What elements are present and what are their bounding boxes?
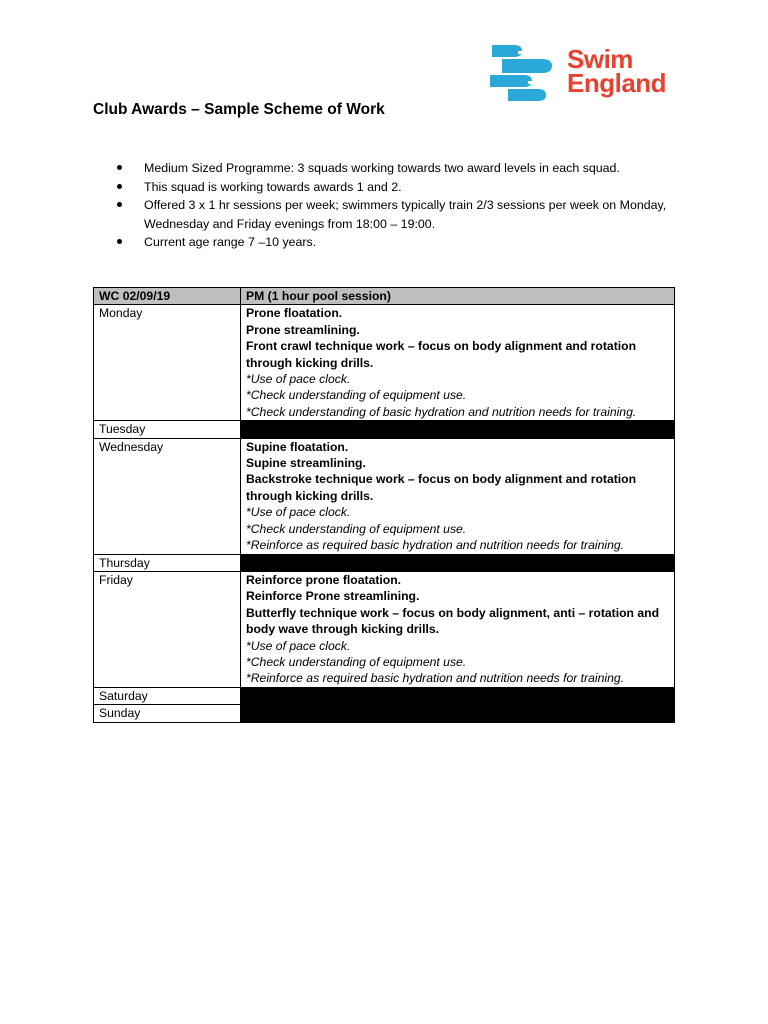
session-line: Backstroke technique work – focus on body alignment and rotation through kicking drills.: [246, 472, 637, 503]
session-cell-empty: [241, 687, 675, 722]
day-cell: Wednesday: [94, 438, 241, 554]
table-header-row: [94, 288, 675, 305]
day-cell: Monday: [94, 305, 241, 421]
swim-england-logo: [488, 41, 678, 103]
table-row-saturday: [94, 687, 675, 704]
session-cell: [241, 571, 675, 687]
session-line: Reinforce Prone streamlining.: [246, 589, 420, 604]
table-row-tuesday: [94, 421, 675, 438]
header-session: PM (1 hour pool session): [241, 288, 675, 305]
session-cell-empty: [241, 421, 675, 438]
day-cell: Thursday: [94, 554, 241, 571]
session-line: Prone floatation.: [246, 306, 343, 321]
header-week: WC 02/09/19: [94, 288, 241, 305]
table-row-thursday: [94, 554, 675, 571]
swim-wave-icon: [488, 41, 560, 103]
session-line: Supine floatation.: [246, 439, 349, 454]
table-row-monday: [94, 305, 675, 421]
logo-text-england: England: [567, 68, 667, 98]
session-note: *Check understanding of basic hydration and nutrition needs for training.: [246, 404, 637, 419]
session-note: *Use of pace clock.: [246, 505, 351, 520]
bullet-item: Current age range 7 –10 years.: [116, 233, 676, 252]
logo-text-swim: Swim: [567, 44, 633, 74]
session-note: *Reinforce as required basic hydration and nutrition needs for training.: [246, 538, 625, 553]
session-note: *Use of pace clock.: [246, 638, 351, 653]
session-note: *Reinforce as required basic hydration and nutrition needs for training.: [246, 671, 625, 686]
session-note: *Check understanding of equipment use.: [246, 388, 467, 403]
document-title: Club Awards – Sample Scheme of Work: [93, 101, 385, 118]
session-line: Supine streamlining.: [246, 456, 366, 471]
session-cell-empty: [241, 554, 675, 571]
schedule-table: [93, 287, 675, 723]
day-cell: Saturday: [94, 687, 241, 704]
day-cell: Sunday: [94, 705, 241, 722]
table-row-friday: [94, 571, 675, 687]
session-note: *Check understanding of equipment use.: [246, 654, 467, 669]
bullet-item: Medium Sized Programme: 3 squads working towards two award levels in each squad.: [116, 159, 676, 178]
day-cell: Friday: [94, 571, 241, 687]
table-row-wednesday: [94, 438, 675, 554]
session-line: Butterfly technique work – focus on body alignment, anti – rotation and body wave through kicking drills.: [246, 605, 660, 637]
session-cell: [241, 305, 675, 421]
session-line: Reinforce prone floatation.: [246, 572, 402, 587]
session-line: Front crawl technique work – focus on body alignment and rotation through kicking drills.: [246, 339, 637, 370]
session-note: *Use of pace clock.: [246, 372, 351, 387]
bullet-item: Offered 3 x 1 hr sessions per week; swimmers typically train 2/3 sessions per week on Monday, Wednesday and Friday evenings from 18:00 – 19:00.: [116, 196, 676, 233]
session-line: Prone streamlining.: [246, 322, 360, 337]
session-cell: [241, 438, 675, 554]
day-cell: Tuesday: [94, 421, 241, 438]
programme-bullet-list: [116, 159, 676, 252]
session-note: *Check understanding of equipment use.: [246, 521, 467, 536]
bullet-item: This squad is working towards awards 1 and 2.: [116, 178, 676, 197]
